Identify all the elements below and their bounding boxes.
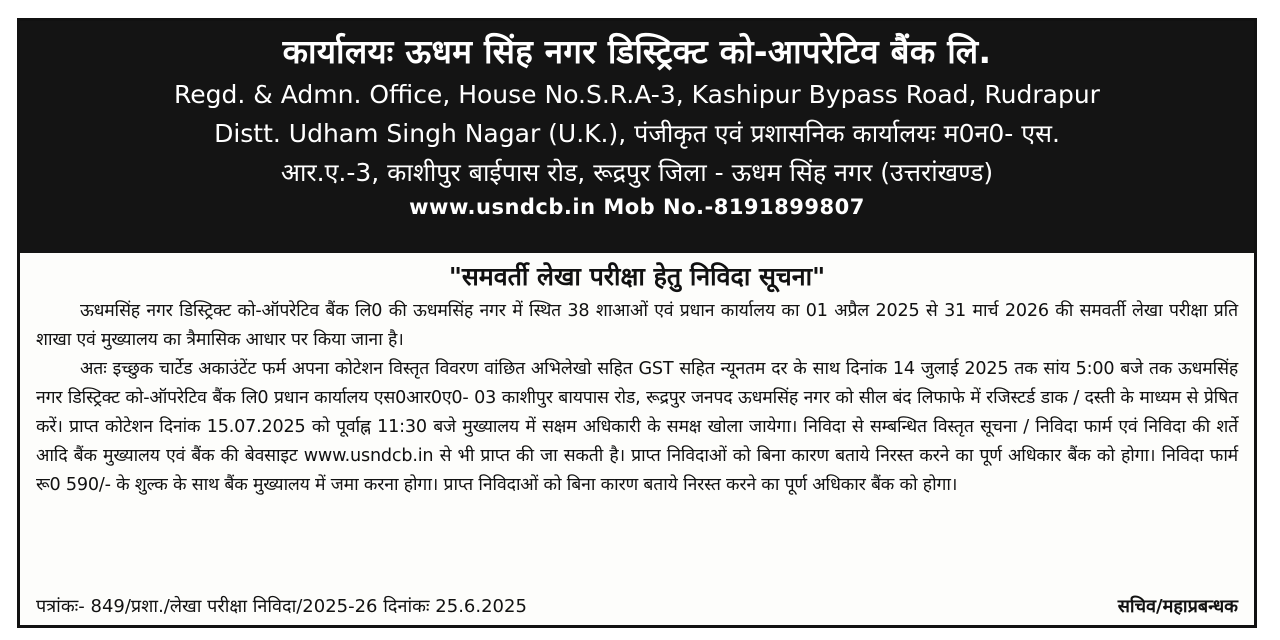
notice-body [20,253,1254,500]
bank-name-title: कार्यालयः ऊधम सिंह नगर डिस्ट्रिक्ट को-आपरेटिव बैंक लि. [282,32,992,71]
tender-notice [17,18,1257,628]
address-line-english: Regd. & Admn. Office, House No.S.R.A-3, Kashipur Bypass Road, Rudrapur [174,80,1100,109]
signatory-designation: सचिव/महाप्रबन्धक [1117,596,1238,617]
address-line-hindi: आर.ए.-3, काशीपुर बाईपास रोड, रूद्रपुर जिला - ऊधम सिंह नगर (उत्तरांखण्ड) [280,158,994,187]
contact-line: www.usndcb.in Mob No.-8191899807 [409,195,865,219]
notice-footer [36,593,1238,621]
notice-paragraph-1: ऊधमसिंह नगर डिस्ट्रिक्ट को-ऑपरेटिव बैंक लि0 की ऊधमसिंह नगर में स्थित 38 शाआओं एवं प्रधान कार्यालय का 01 अप्रैल 2025 से 31 मार्च 2026 की समवर्ती लेखा परीक्षा प्रति शाखा एवं मुख्यालय का त्रैमासिक आधार पर किया जाना है। [36,301,1238,350]
address-line-mixed: Distt. Udham Singh Nagar (U.K.), पंजीकृत एवं प्रशासनिक कार्यालयः म0न0- एस. [214,119,1060,148]
bank-header [20,21,1254,253]
notice-paragraph-2: अतः इच्छुक चार्टेड अकाउंटेंट फर्म अपना कोटेशन विस्तृत विवरण वांछित अभिलेखो सहित GST सहित न्यूनतम दर के साथ दिनांक 14 जुलाई 2025 तक सांय 5:00 बजे तक ऊधमसिंह नगर डिस्ट्रिक्ट को-ऑपरेटिव बैंक लि0 प्रधान कार्यालय एस0आर0ए0- 03 काशीपुर बायपास रोड, रूद्रपुर जनपद ऊधमसिंह नगर को सील बंद लिफाफे में रजिस्टर्ड डाक / दस्ती के माध्यम से प्रेषित करें। प्राप्त कोटेशन दिनांक 15.07.2025 को पूर्वाह्न 11:30 बजे मुख्यालय में सक्षम अधिकारी के समक्ष खोला जायेगा। निविदा से सम्बन्धित विस्तृत सूचना / निविदा फार्म एवं निविदा की शर्ते आदि बैंक मुख्यालय एवं बैंक की बेवसाइट www.usndcb.in से भी प्राप्त की जा सकती है। प्राप्त निविदाओं को बिना कारण बताये निरस्त करने का पूर्ण अधिकार बैंक को होगा। निविदा फार्म रू0 590/- के शुल्क के साथ बैंक मुख्यालय में जमा करना होगा। प्राप्त निविदाओं को बिना कारण बताये निरस्त करने का पूर्ण अधिकार बैंक को होगा। [36,359,1238,495]
notice-title: "समवर्ती लेखा परीक्षा हेतु निविदा सूचना" [448,262,826,291]
reference-number: पत्रांकः- 849/प्रशा./लेखा परीक्षा निविदा/2025-26 दिनांकः 25.6.2025 [36,596,527,617]
